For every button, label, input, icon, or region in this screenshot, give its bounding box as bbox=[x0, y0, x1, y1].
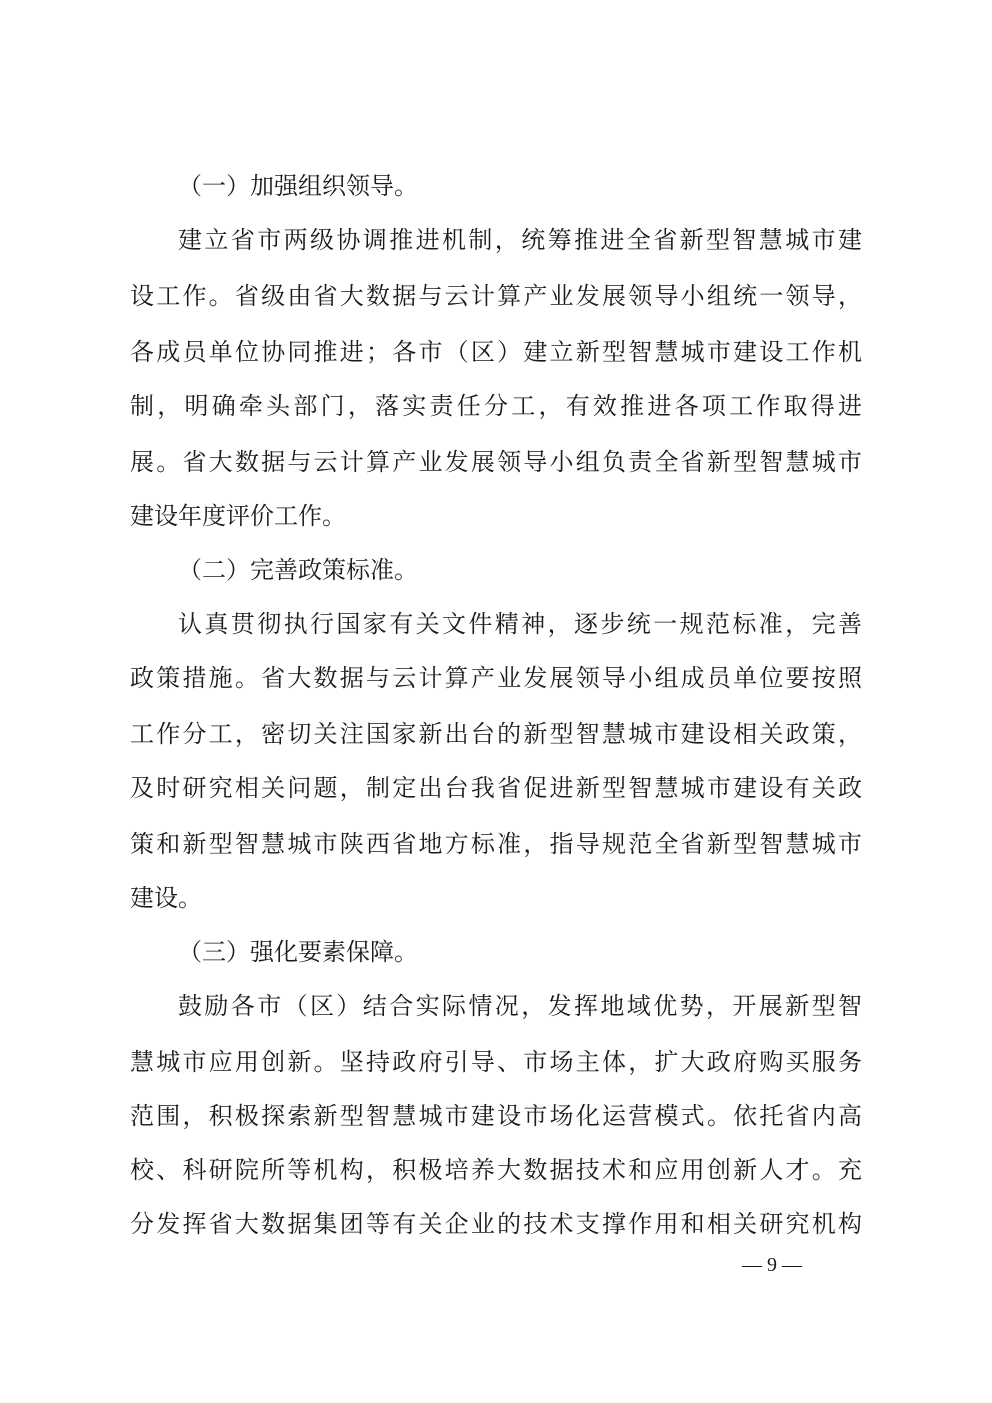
paragraph-line: 分发挥省大数据集团等有关企业的技术支撑作用和相关研究机构 bbox=[130, 1210, 862, 1238]
paragraph-line: 校、科研院所等机构，积极培养大数据技术和应用创新人才。充 bbox=[130, 1156, 862, 1184]
section-heading-3: （三）强化要素保障。 bbox=[178, 938, 418, 966]
paragraph-line: 工作分工，密切关注国家新出台的新型智慧城市建设相关政策， bbox=[130, 720, 862, 748]
section-heading-1: （一）加强组织领导。 bbox=[178, 172, 418, 200]
paragraph-line: 慧城市应用创新。坚持政府引导、市场主体，扩大政府购买服务 bbox=[130, 1048, 862, 1076]
paragraph-line: 范围，积极探索新型智慧城市建设市场化运营模式。依托省内高 bbox=[130, 1102, 862, 1130]
paragraph-line: 展。省大数据与云计算产业发展领导小组负责全省新型智慧城市 bbox=[130, 448, 862, 476]
paragraph-line: 政策措施。省大数据与云计算产业发展领导小组成员单位要按照 bbox=[130, 664, 862, 692]
paragraph-line: 建立省市两级协调推进机制，统筹推进全省新型智慧城市建 bbox=[178, 226, 862, 254]
paragraph-line: 各成员单位协同推进；各市（区）建立新型智慧城市建设工作机 bbox=[130, 338, 862, 366]
paragraph-line: 建设。 bbox=[130, 884, 202, 912]
paragraph-line: 策和新型智慧城市陕西省地方标准，指导规范全省新型智慧城市 bbox=[130, 830, 862, 858]
paragraph-line: 认真贯彻执行国家有关文件精神，逐步统一规范标准，完善 bbox=[178, 610, 862, 638]
page-number: — 9 — bbox=[742, 1254, 802, 1276]
paragraph-line: 建设年度评价工作。 bbox=[130, 502, 346, 530]
paragraph-line: 设工作。省级由省大数据与云计算产业发展领导小组统一领导， bbox=[130, 282, 862, 310]
paragraph-line: 及时研究相关问题，制定出台我省促进新型智慧城市建设有关政 bbox=[130, 774, 862, 802]
paragraph-line: 制，明确牵头部门，落实责任分工，有效推进各项工作取得进 bbox=[130, 392, 862, 420]
paragraph-line: 鼓励各市（区）结合实际情况，发挥地域优势，开展新型智 bbox=[178, 992, 862, 1020]
section-heading-2: （二）完善政策标准。 bbox=[178, 556, 418, 584]
